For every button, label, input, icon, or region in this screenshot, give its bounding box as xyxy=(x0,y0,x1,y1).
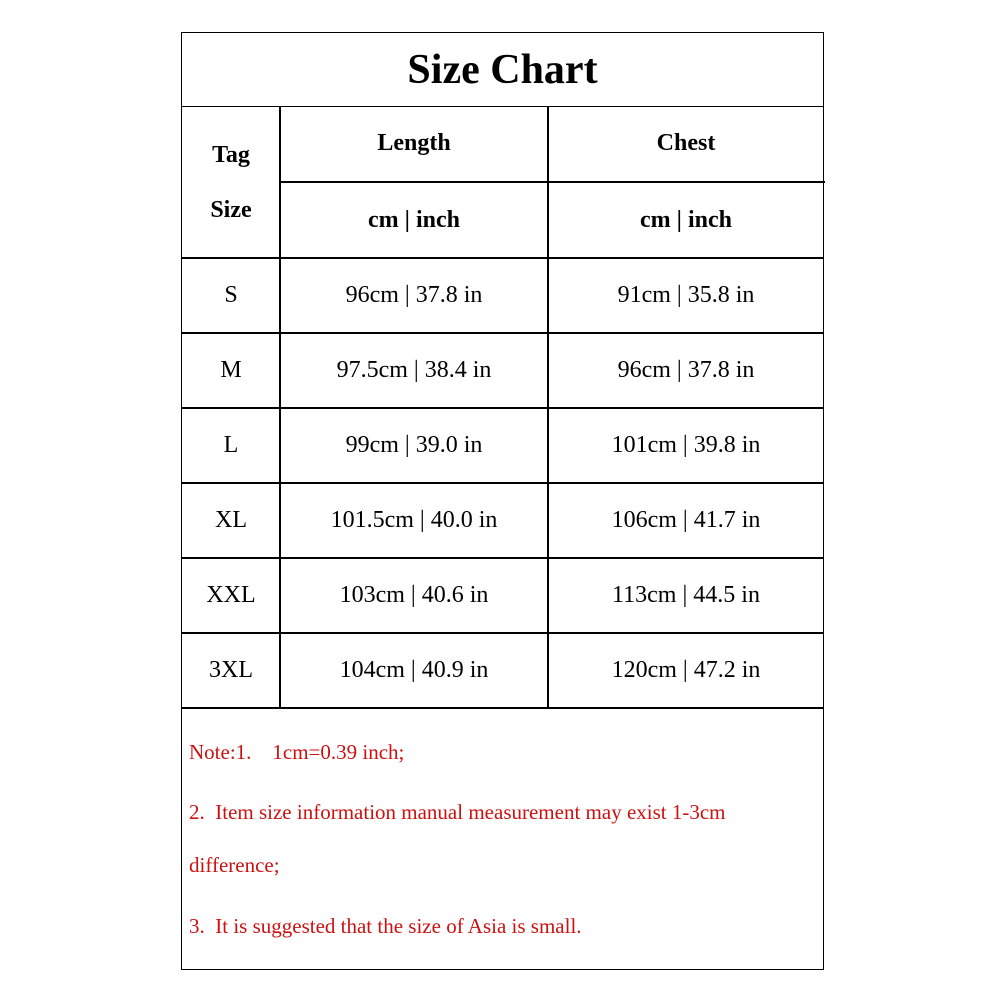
size-cell-xl: XL xyxy=(215,507,247,533)
size-cell-m: M xyxy=(220,357,242,383)
size-cell-s: S xyxy=(224,282,238,308)
row-divider xyxy=(182,332,823,334)
chest-cell-xxl: 113cm | 44.5 in xyxy=(612,582,760,608)
size-table xyxy=(182,107,823,708)
length-cell-xxl: 103cm | 40.6 in xyxy=(339,582,489,608)
chart-title: Size Chart xyxy=(182,33,823,107)
length-cell-l: 99cm | 39.0 in xyxy=(345,432,483,458)
tag-size-header-line2: Size xyxy=(210,196,252,223)
chest-cell-s: 91cm | 35.8 in xyxy=(617,282,755,308)
length-cell-s: 96cm | 37.8 in xyxy=(345,282,483,308)
note-1: Note:1. 1cm=0.39 inch; xyxy=(189,740,405,764)
length-cell-m: 97.5cm | 38.4 in xyxy=(336,357,492,383)
chest-cell-l: 101cm | 39.8 in xyxy=(611,432,761,458)
notes-section xyxy=(182,708,823,970)
row-divider xyxy=(182,407,823,409)
note-2-line-1: 2. Item size information manual measurement may exist 1-3cm xyxy=(189,800,726,824)
size-cell-xxl: XXL xyxy=(206,582,256,608)
tag-size-header xyxy=(182,107,280,258)
chest-header: Chest xyxy=(656,130,716,156)
size-cell-3xl: 3XL xyxy=(209,657,253,683)
size-chart xyxy=(181,32,824,970)
note-2-line-2: difference; xyxy=(189,853,280,877)
note-3: 3. It is suggested that the size of Asia is small. xyxy=(189,914,582,938)
row-divider xyxy=(280,181,825,183)
length-header: Length xyxy=(377,130,451,156)
length-unit-header: cm | inch xyxy=(368,206,460,233)
row-divider xyxy=(182,257,823,259)
chest-cell-xl: 106cm | 41.7 in xyxy=(611,507,761,533)
row-divider xyxy=(182,557,823,559)
chest-unit-header: cm | inch xyxy=(640,206,732,233)
chest-cell-m: 96cm | 37.8 in xyxy=(617,357,755,383)
size-cell-l: L xyxy=(223,432,239,458)
row-divider xyxy=(182,482,823,484)
length-cell-xl: 101.5cm | 40.0 in xyxy=(330,507,498,533)
row-divider xyxy=(182,632,823,634)
tag-size-header-line1: Tag xyxy=(212,141,250,168)
length-cell-3xl: 104cm | 40.9 in xyxy=(339,657,489,683)
chest-cell-3xl: 120cm | 47.2 in xyxy=(611,657,761,683)
